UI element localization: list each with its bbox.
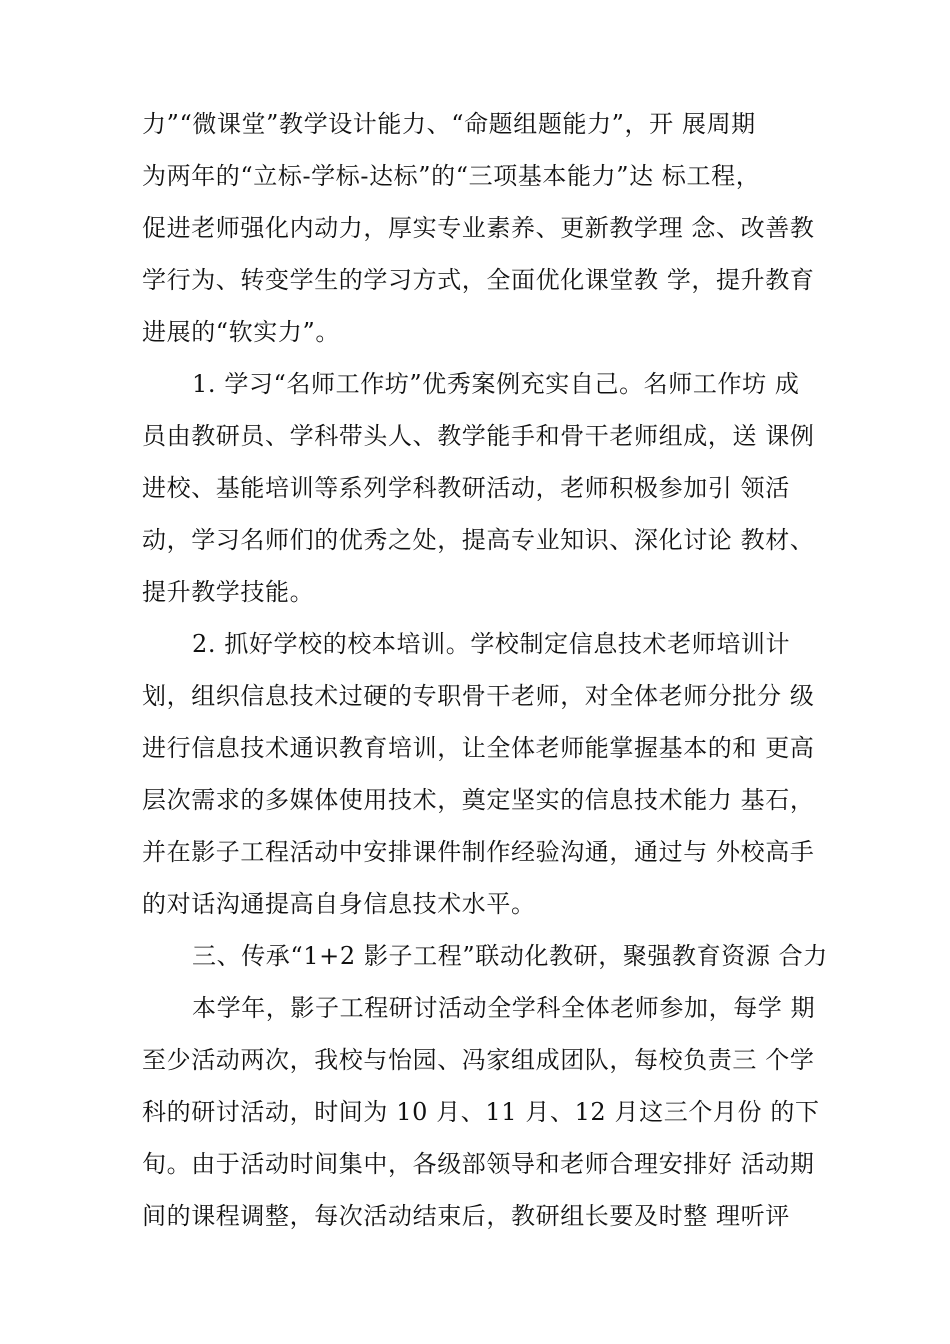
text-line: 促进老师强化内动力，厚实专业素养、更新教学理 念、改善教 [142, 214, 815, 242]
text-line: 间的课程调整，每次活动结束后，教研组长要及时整 理听评 [142, 1202, 790, 1230]
text-line: 本学年，影子工程研讨活动全学科全体老师参加，每学 期 [192, 994, 816, 1022]
text-line: 进行信息技术通识教育培训，让全体老师能掌握基本的和 更高 [142, 734, 815, 762]
text-line: 员由教研员、学科带头人、教学能手和骨干老师组成，送 课例 [142, 422, 815, 450]
text-line: 1. 学习“名师工作坊”优秀案例充实自己。名师工作坊 成 [192, 370, 800, 398]
text-line: 学行为、转变学生的学习方式，全面优化课堂教 学，提升教育 [142, 266, 815, 294]
text-line: 提升教学技能。 [142, 578, 315, 606]
text-line: 科的研讨活动，时间为 10 月、11 月、12 月这三个月份 的下 [142, 1098, 820, 1126]
text-line: 划，组织信息技术过硬的专职骨干老师，对全体老师分批分 级 [142, 682, 815, 710]
text-line: 至少活动两次，我校与怡园、冯家组成团队，每校负责三 个学 [142, 1046, 815, 1074]
text-line: 三、传承“1+2 影子工程”联动化教研，聚强教育资源 合力 [192, 942, 828, 970]
body-text [142, 98, 842, 1242]
text-line: 的对话沟通提高自身信息技术水平。 [142, 890, 536, 918]
text-line: 动，学习名师们的优秀之处，提高专业知识、深化讨论 教材、 [142, 526, 815, 554]
text-line: 为两年的“立标-学标-达标”的“三项基本能力”达 标工程， [142, 162, 761, 190]
text-line: 进展的“软实力”。 [142, 318, 340, 346]
text-line: 旬。由于活动时间集中，各级部领导和老师合理安排好 活动期 [142, 1150, 815, 1178]
text-line: 并在影子工程活动中安排课件制作经验沟通，通过与 外校高手 [142, 838, 815, 866]
text-line: 进校、基能培训等系列学科教研活动，老师积极参加引 领活 [142, 474, 790, 502]
text-line: 力”“微课堂”教学设计能力、“命题组题能力”，开 展周期 [142, 110, 756, 138]
text-line: 2. 抓好学校的校本培训。学校制定信息技术老师培训计 [192, 630, 791, 658]
text-line: 层次需求的多媒体使用技术，奠定坚实的信息技术能力 基石， [142, 786, 815, 814]
